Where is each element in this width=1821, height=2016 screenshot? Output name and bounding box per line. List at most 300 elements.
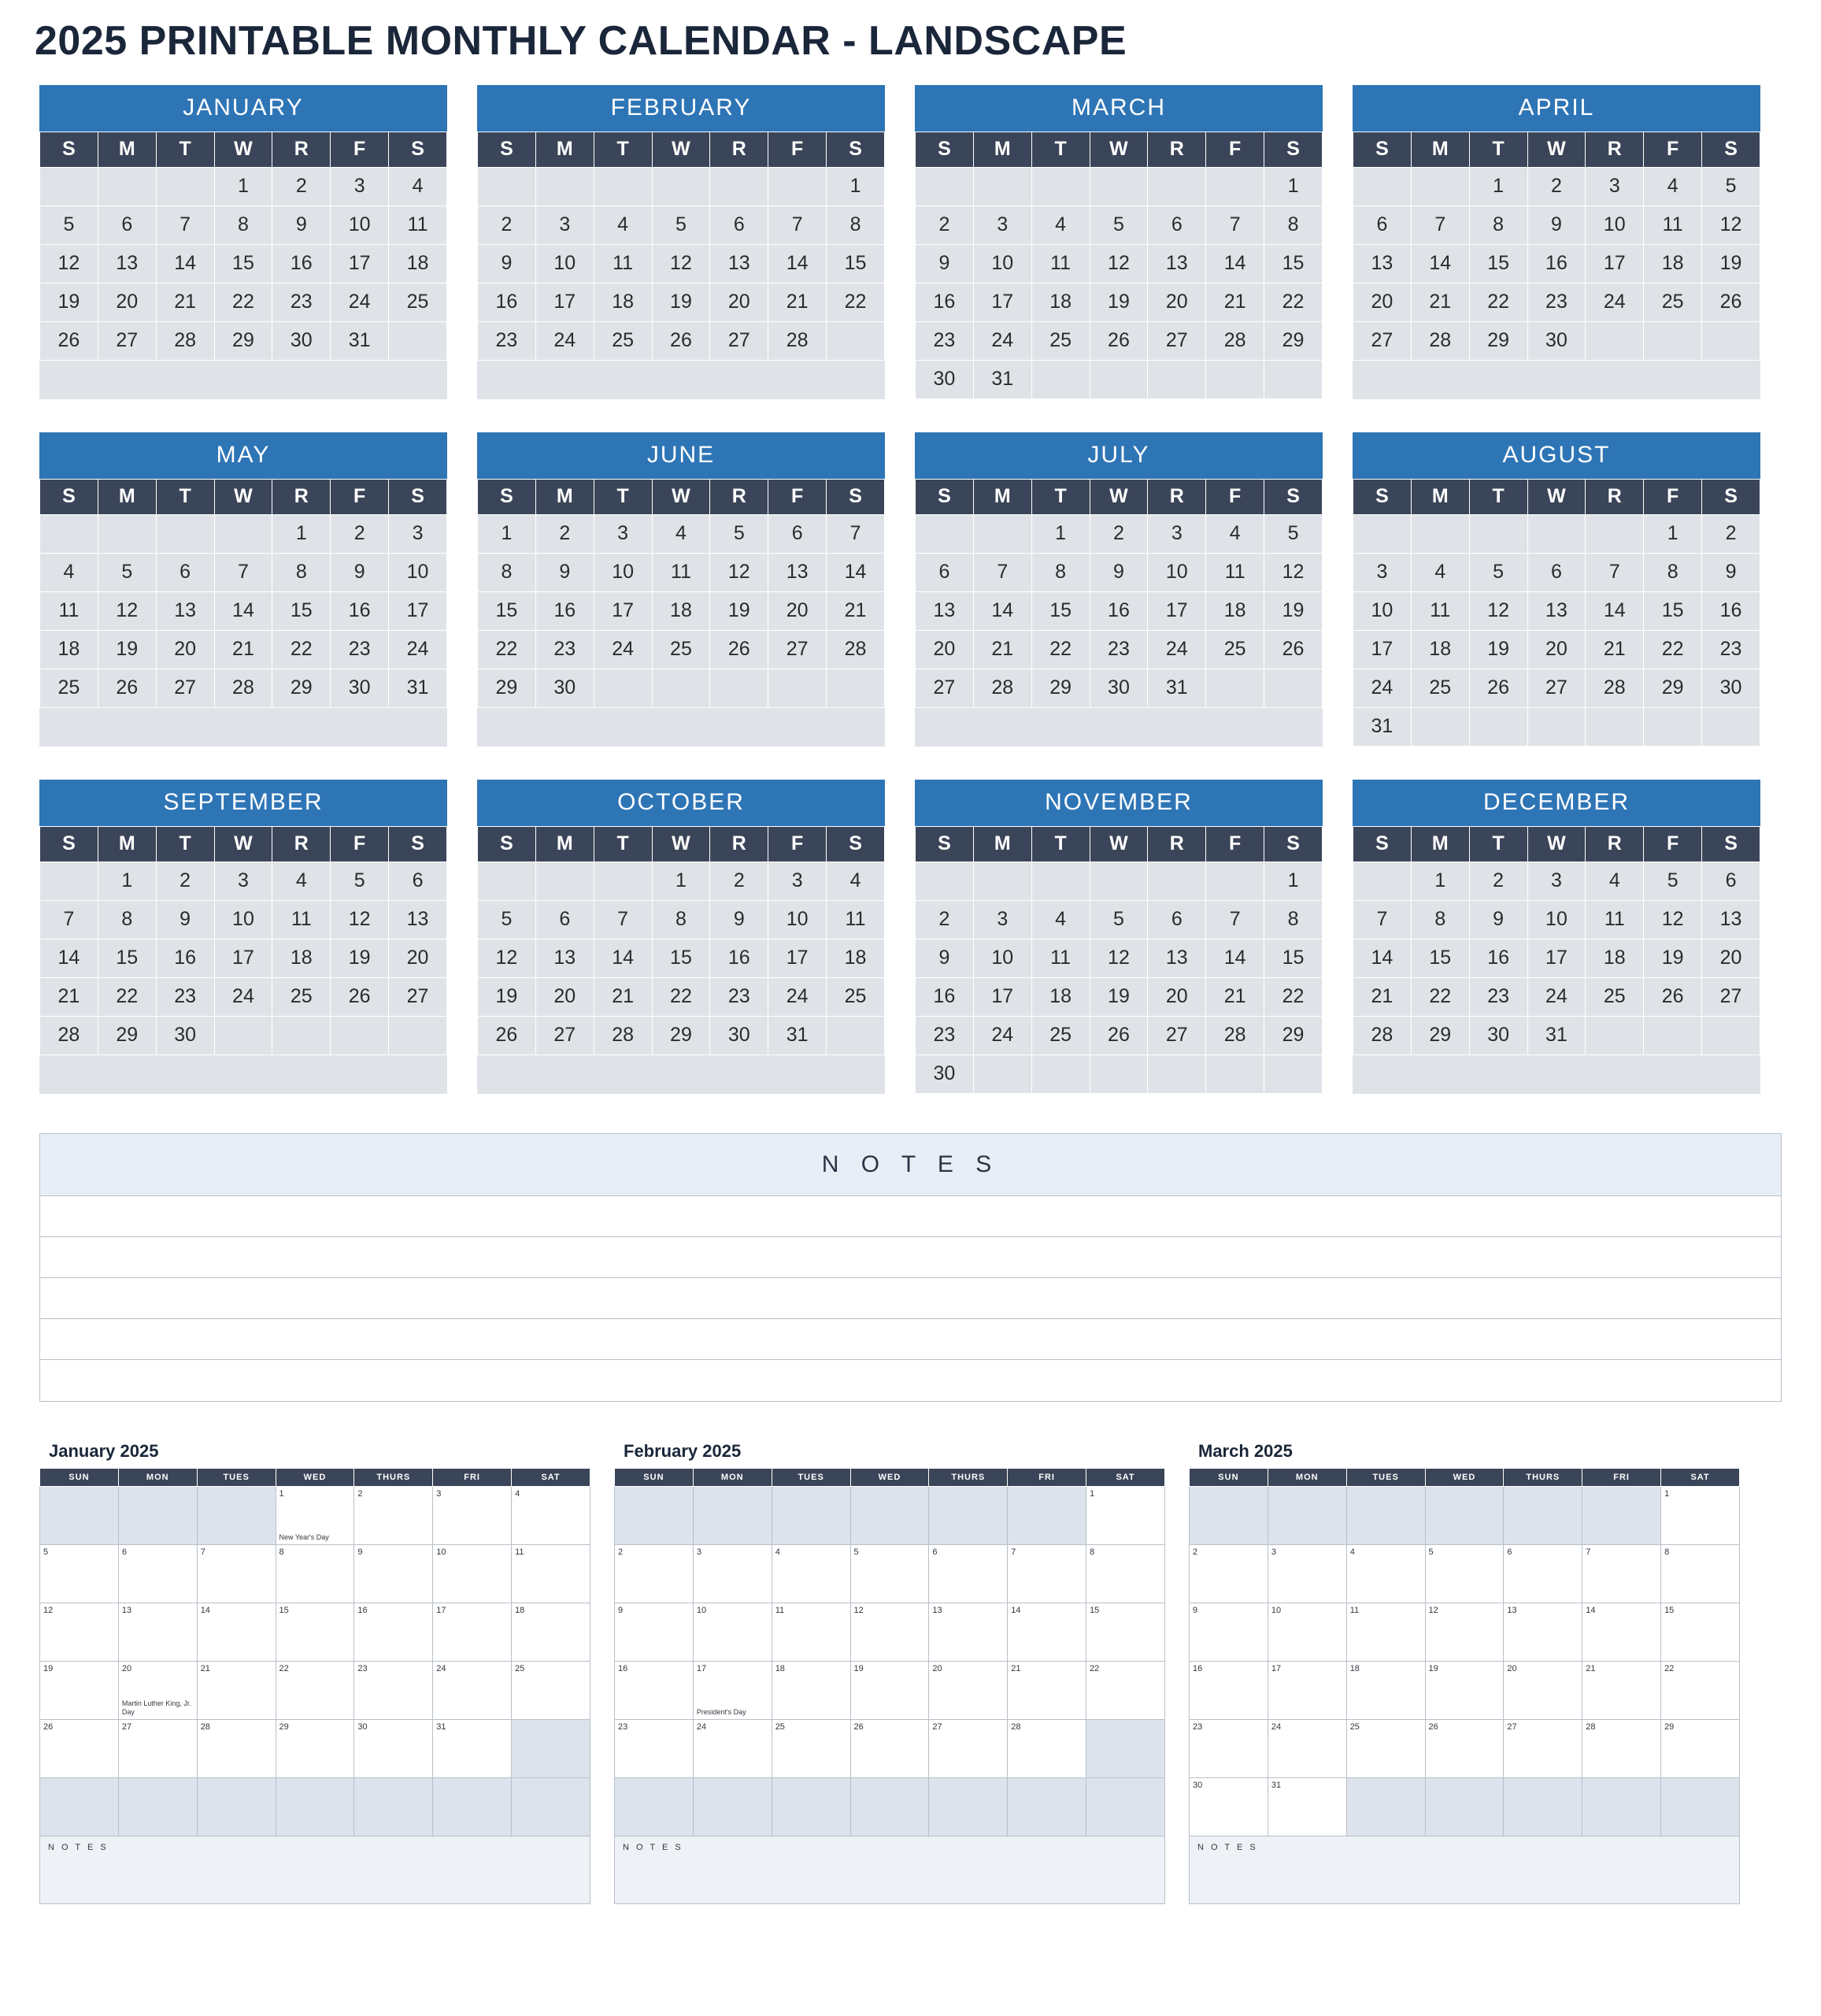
day-cell[interactable]: 22 xyxy=(1411,978,1469,1017)
day-cell[interactable] xyxy=(1346,1720,1425,1778)
day-cell[interactable]: 20 xyxy=(1702,939,1760,978)
day-cell[interactable]: 2 xyxy=(1527,168,1586,206)
day-cell[interactable]: 13 xyxy=(1527,592,1586,631)
day-cell[interactable]: 29 xyxy=(1031,669,1090,708)
day-cell[interactable]: 7 xyxy=(156,206,214,245)
notes-line[interactable] xyxy=(40,1278,1781,1319)
day-cell[interactable]: 8 xyxy=(98,901,156,939)
day-cell[interactable] xyxy=(40,1545,119,1603)
day-cell[interactable]: 15 xyxy=(827,245,885,284)
day-cell[interactable]: 24 xyxy=(1353,669,1412,708)
notes-line[interactable] xyxy=(40,1319,1781,1360)
day-cell[interactable]: 5 xyxy=(1264,515,1323,554)
day-cell[interactable]: 16 xyxy=(331,592,389,631)
day-cell[interactable]: 30 xyxy=(1527,322,1586,361)
day-cell[interactable]: 1 xyxy=(214,168,272,206)
day-cell[interactable] xyxy=(1008,1662,1086,1720)
day-cell[interactable] xyxy=(693,1545,772,1603)
day-cell[interactable]: 25 xyxy=(1031,322,1090,361)
day-cell[interactable]: 7 xyxy=(1353,901,1412,939)
day-cell[interactable]: 19 xyxy=(1264,592,1323,631)
day-cell[interactable]: 12 xyxy=(1090,939,1148,978)
day-cell[interactable]: 17 xyxy=(973,284,1031,322)
day-cell[interactable]: 21 xyxy=(1586,631,1644,669)
day-cell[interactable] xyxy=(693,1720,772,1778)
day-cell[interactable]: 27 xyxy=(156,669,214,708)
day-cell[interactable]: 23 xyxy=(272,284,331,322)
day-cell[interactable]: 29 xyxy=(1469,322,1527,361)
day-cell[interactable] xyxy=(1425,1662,1504,1720)
day-cell[interactable]: 4 xyxy=(594,206,652,245)
day-cell[interactable]: 31 xyxy=(768,1017,827,1055)
day-cell[interactable]: 5 xyxy=(331,862,389,901)
notes-lines[interactable] xyxy=(40,1196,1781,1401)
day-cell[interactable]: 22 xyxy=(1469,284,1527,322)
day-cell[interactable]: 7 xyxy=(1206,206,1264,245)
day-cell[interactable]: 9 xyxy=(478,245,536,284)
day-cell[interactable] xyxy=(118,1720,197,1778)
day-cell[interactable]: 16 xyxy=(1702,592,1760,631)
day-cell[interactable]: 30 xyxy=(535,669,594,708)
day-cell[interactable]: 3 xyxy=(768,862,827,901)
day-cell[interactable]: 24 xyxy=(973,322,1031,361)
day-cell[interactable]: 27 xyxy=(916,669,974,708)
day-cell[interactable]: 25 xyxy=(827,978,885,1017)
day-cell[interactable]: 26 xyxy=(1469,669,1527,708)
day-cell[interactable]: 18 xyxy=(1586,939,1644,978)
day-cell[interactable] xyxy=(1425,1603,1504,1662)
day-cell[interactable]: 2 xyxy=(535,515,594,554)
day-cell[interactable]: 5 xyxy=(98,554,156,592)
day-cell[interactable]: 6 xyxy=(1527,554,1586,592)
day-cell[interactable]: 20 xyxy=(1353,284,1412,322)
day-cell[interactable]: 14 xyxy=(214,592,272,631)
day-cell[interactable]: 28 xyxy=(768,322,827,361)
day-cell[interactable]: 3 xyxy=(973,901,1031,939)
day-cell[interactable]: 2 xyxy=(331,515,389,554)
day-cell[interactable]: 31 xyxy=(389,669,447,708)
day-cell[interactable]: 18 xyxy=(594,284,652,322)
day-cell[interactable]: 19 xyxy=(1090,978,1148,1017)
day-cell[interactable]: 3 xyxy=(535,206,594,245)
day-cell[interactable]: 27 xyxy=(389,978,447,1017)
day-cell[interactable]: 18 xyxy=(1411,631,1469,669)
day-cell[interactable]: 2 xyxy=(1469,862,1527,901)
day-cell[interactable]: 9 xyxy=(916,245,974,284)
day-cell[interactable] xyxy=(1008,1603,1086,1662)
day-cell[interactable]: 25 xyxy=(1031,1017,1090,1055)
notes-line[interactable] xyxy=(40,1237,1781,1278)
day-cell[interactable]: 29 xyxy=(214,322,272,361)
day-cell[interactable]: 23 xyxy=(331,631,389,669)
day-cell[interactable]: 18 xyxy=(272,939,331,978)
day-cell[interactable]: 28 xyxy=(1411,322,1469,361)
day-cell[interactable]: 18 xyxy=(652,592,710,631)
day-cell[interactable]: 26 xyxy=(478,1017,536,1055)
day-cell[interactable]: 7 xyxy=(768,206,827,245)
day-cell[interactable]: 28 xyxy=(40,1017,98,1055)
day-cell[interactable]: 13 xyxy=(1702,901,1760,939)
day-cell[interactable]: 5 xyxy=(478,901,536,939)
day-cell[interactable]: 24 xyxy=(594,631,652,669)
day-cell[interactable] xyxy=(354,1662,433,1720)
day-cell[interactable]: 21 xyxy=(40,978,98,1017)
day-cell[interactable] xyxy=(197,1603,276,1662)
day-cell[interactable]: 11 xyxy=(652,554,710,592)
day-cell[interactable] xyxy=(433,1603,512,1662)
day-cell[interactable]: 3 xyxy=(214,862,272,901)
day-cell[interactable]: 19 xyxy=(478,978,536,1017)
day-cell[interactable]: 1 xyxy=(1264,862,1323,901)
day-cell[interactable]: 8 xyxy=(272,554,331,592)
day-cell[interactable] xyxy=(1661,1720,1740,1778)
day-cell[interactable] xyxy=(1008,1720,1086,1778)
day-cell[interactable]: 23 xyxy=(156,978,214,1017)
day-cell[interactable]: 1 xyxy=(98,862,156,901)
day-cell[interactable]: 8 xyxy=(478,554,536,592)
day-cell[interactable]: 1 xyxy=(1031,515,1090,554)
day-cell[interactable]: 28 xyxy=(1206,1017,1264,1055)
day-cell[interactable] xyxy=(433,1662,512,1720)
day-cell[interactable]: 19 xyxy=(40,284,98,322)
day-cell[interactable]: 25 xyxy=(389,284,447,322)
day-cell[interactable]: 27 xyxy=(1148,1017,1206,1055)
day-cell[interactable]: 17 xyxy=(535,284,594,322)
day-cell[interactable]: 23 xyxy=(1090,631,1148,669)
day-cell[interactable]: 22 xyxy=(1644,631,1702,669)
detail-notes[interactable]: N O T E S xyxy=(614,1836,1165,1904)
day-cell[interactable]: 16 xyxy=(272,245,331,284)
day-cell[interactable]: 29 xyxy=(1264,322,1323,361)
day-cell[interactable]: 6 xyxy=(1353,206,1412,245)
day-cell[interactable]: 4 xyxy=(272,862,331,901)
day-cell[interactable]: 22 xyxy=(652,978,710,1017)
day-cell[interactable] xyxy=(1086,1662,1165,1720)
day-cell[interactable] xyxy=(512,1603,590,1662)
day-cell[interactable]: 12 xyxy=(40,245,98,284)
day-cell[interactable] xyxy=(512,1487,590,1545)
day-cell[interactable]: 17 xyxy=(1527,939,1586,978)
day-cell[interactable]: 29 xyxy=(1264,1017,1323,1055)
day-cell[interactable] xyxy=(1504,1545,1582,1603)
day-cell[interactable]: 7 xyxy=(1411,206,1469,245)
day-cell[interactable]: 20 xyxy=(535,978,594,1017)
day-cell[interactable]: 12 xyxy=(331,901,389,939)
day-cell[interactable]: 3 xyxy=(594,515,652,554)
day-cell[interactable]: 25 xyxy=(652,631,710,669)
day-cell[interactable]: 17 xyxy=(594,592,652,631)
day-cell[interactable]: 26 xyxy=(1702,284,1760,322)
day-cell[interactable] xyxy=(615,1603,694,1662)
day-cell[interactable]: 21 xyxy=(594,978,652,1017)
day-cell[interactable] xyxy=(1190,1778,1268,1836)
day-cell[interactable]: 6 xyxy=(1148,901,1206,939)
day-cell[interactable] xyxy=(118,1662,197,1720)
day-cell[interactable]: 20 xyxy=(1148,284,1206,322)
day-cell[interactable]: 27 xyxy=(1148,322,1206,361)
day-cell[interactable] xyxy=(1086,1603,1165,1662)
day-cell[interactable]: 26 xyxy=(331,978,389,1017)
day-cell[interactable]: 25 xyxy=(272,978,331,1017)
day-cell[interactable]: 19 xyxy=(1090,284,1148,322)
day-cell[interactable]: 28 xyxy=(827,631,885,669)
day-cell[interactable]: 31 xyxy=(1353,708,1412,747)
day-cell[interactable]: 23 xyxy=(710,978,768,1017)
day-cell[interactable] xyxy=(433,1545,512,1603)
day-cell[interactable]: 4 xyxy=(827,862,885,901)
day-cell[interactable]: 13 xyxy=(535,939,594,978)
day-cell[interactable] xyxy=(40,1662,119,1720)
day-cell[interactable]: 5 xyxy=(1702,168,1760,206)
day-cell[interactable] xyxy=(1425,1720,1504,1778)
day-cell[interactable]: 27 xyxy=(535,1017,594,1055)
day-cell[interactable]: 9 xyxy=(1527,206,1586,245)
day-cell[interactable]: 26 xyxy=(98,669,156,708)
day-cell[interactable]: 18 xyxy=(1644,245,1702,284)
day-cell[interactable]: 4 xyxy=(652,515,710,554)
day-cell[interactable]: 5 xyxy=(1469,554,1527,592)
day-cell[interactable]: 15 xyxy=(652,939,710,978)
day-cell[interactable]: 6 xyxy=(1702,862,1760,901)
day-cell[interactable]: 17 xyxy=(1148,592,1206,631)
day-cell[interactable]: 8 xyxy=(214,206,272,245)
day-cell[interactable]: 30 xyxy=(916,361,974,399)
day-cell[interactable]: 29 xyxy=(478,669,536,708)
day-cell[interactable] xyxy=(276,1662,354,1720)
day-cell[interactable]: 31 xyxy=(1527,1017,1586,1055)
day-cell[interactable] xyxy=(433,1720,512,1778)
day-cell[interactable]: 25 xyxy=(1411,669,1469,708)
day-cell[interactable]: 15 xyxy=(478,592,536,631)
day-cell[interactable]: 12 xyxy=(1644,901,1702,939)
day-cell[interactable]: 9 xyxy=(710,901,768,939)
day-cell[interactable]: 1 xyxy=(272,515,331,554)
day-cell[interactable]: 28 xyxy=(214,669,272,708)
day-cell[interactable]: 20 xyxy=(1148,978,1206,1017)
day-cell[interactable]: 13 xyxy=(98,245,156,284)
day-cell[interactable]: 15 xyxy=(1411,939,1469,978)
day-cell[interactable]: 7 xyxy=(973,554,1031,592)
day-cell[interactable]: 12 xyxy=(710,554,768,592)
day-cell[interactable] xyxy=(118,1603,197,1662)
day-cell[interactable]: 9 xyxy=(916,939,974,978)
day-cell[interactable]: 12 xyxy=(1264,554,1323,592)
day-cell[interactable]: 3 xyxy=(1527,862,1586,901)
day-cell[interactable]: 13 xyxy=(768,554,827,592)
day-cell[interactable]: 21 xyxy=(768,284,827,322)
day-cell[interactable]: 3 xyxy=(1353,554,1412,592)
day-cell[interactable]: 21 xyxy=(973,631,1031,669)
day-cell[interactable]: 10 xyxy=(594,554,652,592)
day-cell[interactable]: 20 xyxy=(916,631,974,669)
day-cell[interactable]: 23 xyxy=(1469,978,1527,1017)
day-cell[interactable]: 12 xyxy=(1090,245,1148,284)
day-cell[interactable]: 19 xyxy=(1644,939,1702,978)
day-cell[interactable]: 17 xyxy=(214,939,272,978)
day-cell[interactable]: 26 xyxy=(1090,1017,1148,1055)
day-cell[interactable]: 12 xyxy=(1469,592,1527,631)
day-cell[interactable] xyxy=(1268,1662,1346,1720)
day-cell[interactable]: 30 xyxy=(1702,669,1760,708)
detail-notes[interactable]: N O T E S xyxy=(1189,1836,1740,1904)
day-cell[interactable]: 11 xyxy=(40,592,98,631)
day-cell[interactable]: 8 xyxy=(1264,206,1323,245)
day-cell[interactable]: 13 xyxy=(1148,939,1206,978)
day-cell[interactable]: 11 xyxy=(272,901,331,939)
day-cell[interactable]: 8 xyxy=(1469,206,1527,245)
day-cell[interactable]: 22 xyxy=(1264,978,1323,1017)
day-cell[interactable]: 12 xyxy=(98,592,156,631)
day-cell[interactable]: 16 xyxy=(710,939,768,978)
day-cell[interactable]: 2 xyxy=(710,862,768,901)
day-cell[interactable] xyxy=(354,1487,433,1545)
day-cell[interactable]: 14 xyxy=(1411,245,1469,284)
day-cell[interactable]: 30 xyxy=(710,1017,768,1055)
day-cell[interactable]: 16 xyxy=(156,939,214,978)
day-cell[interactable]: 18 xyxy=(40,631,98,669)
day-cell[interactable]: 30 xyxy=(331,669,389,708)
day-cell[interactable]: 16 xyxy=(916,978,974,1017)
day-cell[interactable] xyxy=(929,1545,1008,1603)
day-cell[interactable]: 24 xyxy=(1586,284,1644,322)
day-cell[interactable]: 29 xyxy=(1411,1017,1469,1055)
day-cell[interactable]: 12 xyxy=(478,939,536,978)
notes-line[interactable] xyxy=(40,1360,1781,1401)
day-cell[interactable] xyxy=(1086,1487,1165,1545)
day-cell[interactable]: 2 xyxy=(1090,515,1148,554)
day-cell[interactable]: 31 xyxy=(331,322,389,361)
day-cell[interactable]: 20 xyxy=(98,284,156,322)
day-cell[interactable] xyxy=(850,1545,929,1603)
day-cell[interactable]: 15 xyxy=(1469,245,1527,284)
day-cell[interactable]: 9 xyxy=(156,901,214,939)
day-cell[interactable]: 17 xyxy=(768,939,827,978)
day-cell[interactable]: 6 xyxy=(156,554,214,592)
day-cell[interactable]: 13 xyxy=(916,592,974,631)
day-cell[interactable]: 17 xyxy=(973,978,1031,1017)
day-cell[interactable]: 25 xyxy=(40,669,98,708)
day-cell[interactable]: 9 xyxy=(331,554,389,592)
day-cell[interactable]: 6 xyxy=(98,206,156,245)
day-cell[interactable]: 7 xyxy=(40,901,98,939)
day-cell[interactable] xyxy=(1661,1662,1740,1720)
day-cell[interactable] xyxy=(615,1545,694,1603)
day-cell[interactable]: 14 xyxy=(156,245,214,284)
day-cell[interactable]: 4 xyxy=(1644,168,1702,206)
day-cell[interactable]: 5 xyxy=(1644,862,1702,901)
day-cell[interactable]: 10 xyxy=(973,939,1031,978)
day-cell[interactable]: 22 xyxy=(1031,631,1090,669)
day-cell[interactable]: 5 xyxy=(652,206,710,245)
day-cell[interactable]: 24 xyxy=(535,322,594,361)
day-cell[interactable]: 3 xyxy=(331,168,389,206)
day-cell[interactable]: 10 xyxy=(1586,206,1644,245)
day-cell[interactable]: 6 xyxy=(768,515,827,554)
day-cell[interactable] xyxy=(693,1603,772,1662)
day-cell[interactable]: 18 xyxy=(1206,592,1264,631)
day-cell[interactable]: 25 xyxy=(1206,631,1264,669)
day-cell[interactable]: 1 xyxy=(1411,862,1469,901)
day-cell[interactable] xyxy=(40,1603,119,1662)
day-cell[interactable]: 20 xyxy=(1527,631,1586,669)
day-cell[interactable]: 24 xyxy=(1527,978,1586,1017)
day-cell[interactable]: 9 xyxy=(535,554,594,592)
day-cell[interactable]: 28 xyxy=(1353,1017,1412,1055)
day-cell[interactable]: 27 xyxy=(1353,322,1412,361)
day-cell[interactable] xyxy=(197,1545,276,1603)
day-cell[interactable] xyxy=(615,1720,694,1778)
day-cell[interactable]: 6 xyxy=(916,554,974,592)
day-cell[interactable]: 8 xyxy=(1644,554,1702,592)
day-cell[interactable]: 24 xyxy=(331,284,389,322)
day-cell[interactable]: 28 xyxy=(594,1017,652,1055)
day-cell[interactable]: 26 xyxy=(1644,978,1702,1017)
day-cell[interactable] xyxy=(512,1545,590,1603)
day-cell[interactable] xyxy=(40,1720,119,1778)
day-cell[interactable]: 11 xyxy=(1031,939,1090,978)
day-cell[interactable] xyxy=(693,1662,772,1720)
day-cell[interactable]: 1 xyxy=(1264,168,1323,206)
day-cell[interactable]: 23 xyxy=(478,322,536,361)
day-cell[interactable]: 11 xyxy=(1031,245,1090,284)
day-cell[interactable]: 30 xyxy=(272,322,331,361)
day-cell[interactable] xyxy=(118,1545,197,1603)
day-cell[interactable]: 10 xyxy=(768,901,827,939)
day-cell[interactable]: 25 xyxy=(594,322,652,361)
day-cell[interactable] xyxy=(197,1662,276,1720)
day-cell[interactable]: 4 xyxy=(1411,554,1469,592)
day-cell[interactable]: 27 xyxy=(768,631,827,669)
day-cell[interactable]: 25 xyxy=(1644,284,1702,322)
day-cell[interactable]: 30 xyxy=(1090,669,1148,708)
day-cell[interactable]: 15 xyxy=(1264,245,1323,284)
day-cell[interactable]: 19 xyxy=(652,284,710,322)
day-cell[interactable]: 14 xyxy=(1206,939,1264,978)
day-cell[interactable] xyxy=(772,1545,850,1603)
day-cell[interactable]: 27 xyxy=(1527,669,1586,708)
day-cell[interactable]: 18 xyxy=(827,939,885,978)
day-cell[interactable]: 11 xyxy=(389,206,447,245)
day-cell[interactable]: 13 xyxy=(710,245,768,284)
day-cell[interactable]: 1 xyxy=(478,515,536,554)
day-cell[interactable]: 2 xyxy=(272,168,331,206)
day-cell[interactable]: 19 xyxy=(98,631,156,669)
day-cell[interactable]: 19 xyxy=(1702,245,1760,284)
day-cell[interactable]: 27 xyxy=(710,322,768,361)
day-cell[interactable]: 17 xyxy=(1586,245,1644,284)
day-cell[interactable] xyxy=(1190,1662,1268,1720)
day-cell[interactable]: 17 xyxy=(389,592,447,631)
day-cell[interactable]: 3 xyxy=(973,206,1031,245)
day-cell[interactable] xyxy=(1268,1720,1346,1778)
day-cell[interactable]: 18 xyxy=(1031,978,1090,1017)
day-cell[interactable]: 7 xyxy=(594,901,652,939)
day-cell[interactable]: 16 xyxy=(478,284,536,322)
day-cell[interactable] xyxy=(1582,1720,1661,1778)
day-cell[interactable] xyxy=(276,1720,354,1778)
day-cell[interactable] xyxy=(1504,1662,1582,1720)
day-cell[interactable]: 2 xyxy=(916,206,974,245)
day-cell[interactable]: 14 xyxy=(768,245,827,284)
day-cell[interactable]: 4 xyxy=(1206,515,1264,554)
day-cell[interactable] xyxy=(1346,1545,1425,1603)
day-cell[interactable]: 3 xyxy=(1148,515,1206,554)
day-cell[interactable]: 4 xyxy=(1586,862,1644,901)
day-cell[interactable]: 14 xyxy=(1353,939,1412,978)
day-cell[interactable]: 9 xyxy=(1469,901,1527,939)
day-cell[interactable]: 5 xyxy=(1090,901,1148,939)
day-cell[interactable]: 10 xyxy=(1148,554,1206,592)
